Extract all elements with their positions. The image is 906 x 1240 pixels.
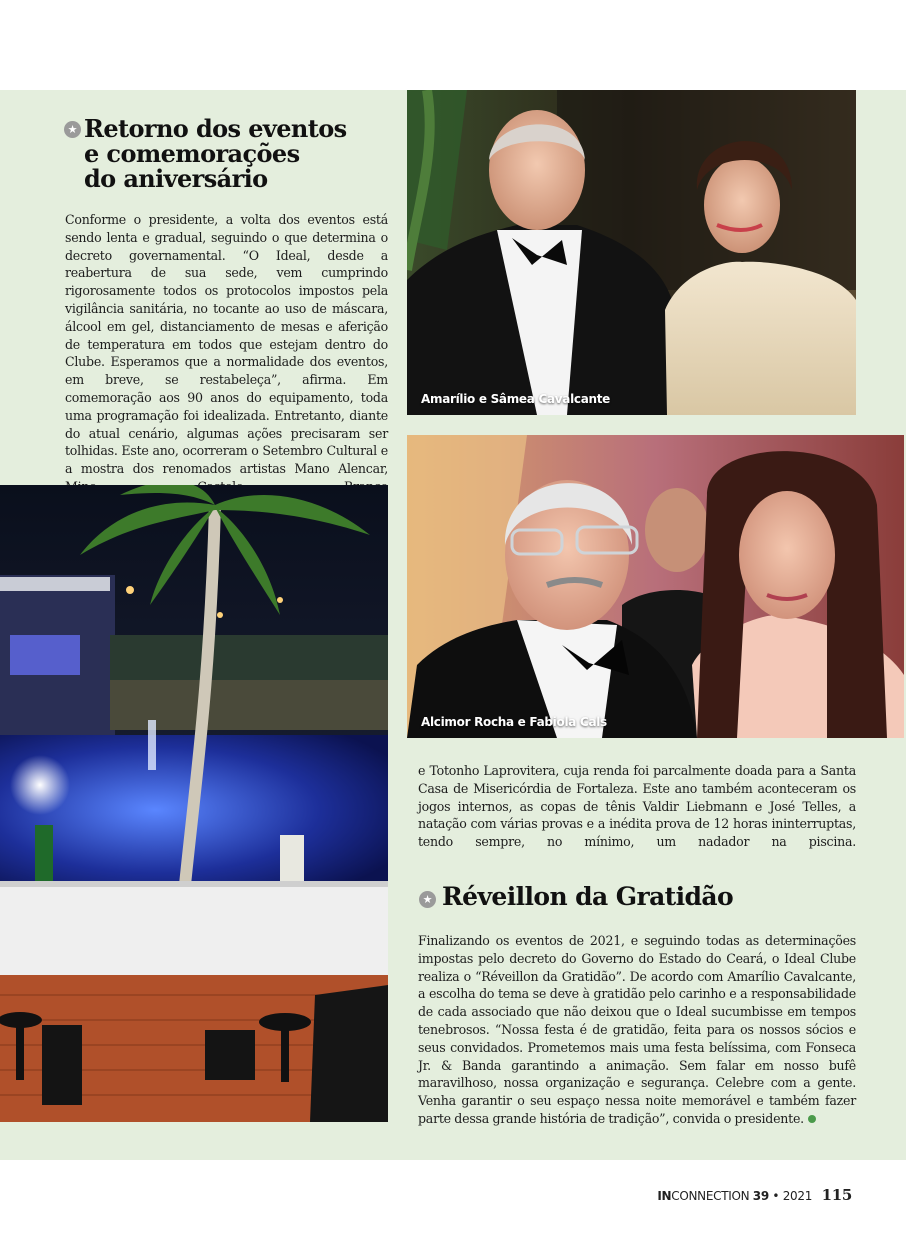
venue-photo-art xyxy=(0,485,388,1122)
couple2-photo-art xyxy=(407,435,904,738)
photo-caption: Amarílio e Sâmea Cavalcante xyxy=(421,392,611,406)
article-body-reveillon xyxy=(418,932,856,1128)
footer-brand-rest: CONNECTION xyxy=(671,1189,750,1203)
article-body-column-2: e Totonho Laprovitera, cuja renda foi parcalmente doada para a Santa Casa de Misericórdia de Fortaleza. Este ano também aconteceram os jogos internos, as copas de tênis Valdir Liebmann e José Telles, a natação com várias provas e a inédita prova de 12 horas ininterruptas, tendo sempre, no mínimo, um nadador na piscina. xyxy=(418,763,856,850)
photo-venue-night xyxy=(0,485,388,1122)
article-body-column-1: Conforme o presidente, a volta dos eventos está sendo lenta e gradual, seguindo o que determina o decreto governamental. “O Ideal, desde a reabertura de sua sede, vem cumprindo rigorosamente todos os protocolos impostos pela vigilância sanitária, no tocante ao uso de máscara, álcool em gel, distanciamento de mesas e aferição de temperatura em todos que estejam dentro do Clube. Esperamos que a normalidade dos eventos, em breve, se restabeleça”, afirma. Em comemoração aos 90 anos do equipamento, toda uma programação foi idealizada. Entretanto, diante do atual cenário, algumas ações precisaram ser tolhidas. Este ano, ocorreram o Setembro Cultural e a mostra dos renomados artistas Mano Alencar, xyxy=(65,212,388,477)
footer-year: 2021 xyxy=(782,1189,813,1203)
star-badge-icon: ★ xyxy=(64,121,81,138)
page-number: 115 xyxy=(821,1186,852,1204)
photo-caption: Alcimor Rocha e Fabiola Cals xyxy=(421,715,607,729)
page-footer xyxy=(657,1186,852,1204)
footer-separator: • xyxy=(772,1189,780,1203)
footer-issue: 39 xyxy=(752,1189,769,1203)
section-heading-reveillon: Réveillon da Gratidão xyxy=(442,882,734,911)
footer-brand-in: IN xyxy=(657,1189,672,1203)
photo-alcimor-fabiola xyxy=(407,435,904,738)
end-mark-icon xyxy=(808,1115,816,1123)
photo-amarilio-samea xyxy=(407,90,856,415)
section-heading-retorno: Retorno dos eventos e comemorações do aniversário xyxy=(84,114,347,193)
star-badge-icon: ★ xyxy=(419,891,436,908)
couple1-photo-art xyxy=(407,90,856,415)
reveillon-text: Finalizando os eventos de 2021, e seguindo todas as determinações impostas pelo decreto do Governo do Estado do Ceará, o Ideal Clube realiza o “Réveillon da Gratidão”. De acordo com Amarílio Cavalcante, a escolha do tema se deve à gratidão pelo carinho e a responsabilidade de cada associado que não deixou que o Ideal sucumbisse em tempos tenebrosos. “Nossa festa é de gratidão, feita para os nossos sócios e seus convidados. Prometemos mais uma festa belíssima, com Fonseca Jr. & Banda garantindo a animação. Sem falar em nosso bufê maravilhoso, nossa organização e segurança. Celebre com a gente. Venha garantir o seu espaço nessa noite memorável e também fazer parte dessa grande história de tradição”, convida o presidente. xyxy=(418,933,856,1126)
